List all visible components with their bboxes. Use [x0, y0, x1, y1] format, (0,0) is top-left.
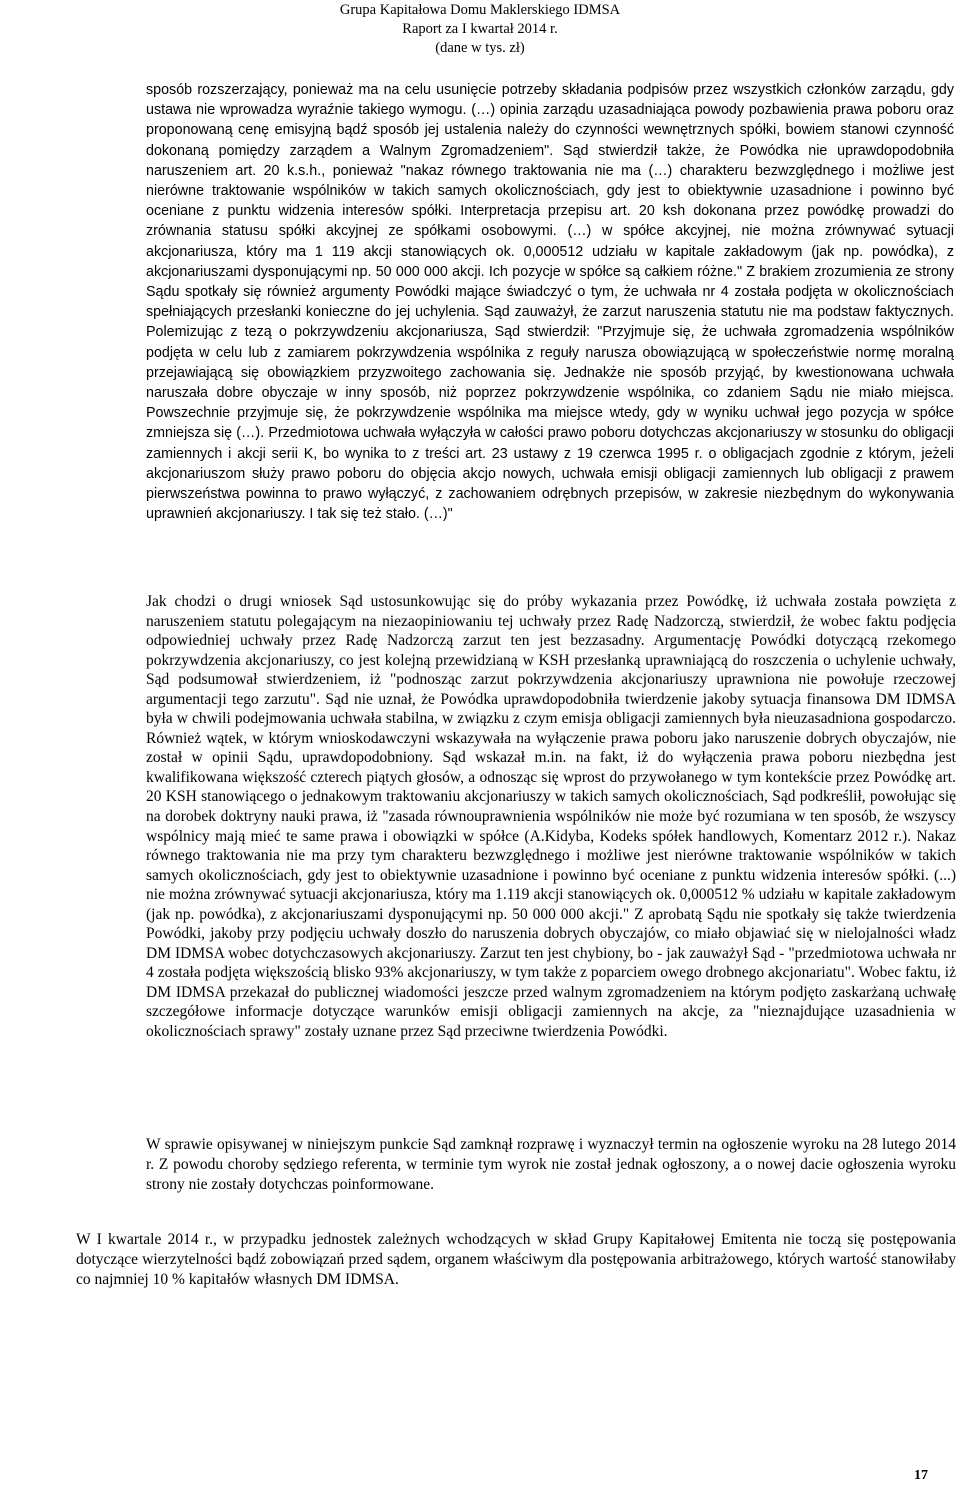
- page-number: 17: [914, 1468, 928, 1483]
- header-report-title: Raport za I kwartał 2014 r.: [402, 21, 558, 37]
- header-units: (dane w tys. zł): [435, 40, 525, 56]
- paragraph-second-motion: Jak chodzi o drugi wniosek Sąd ustosunkowując się do próby wykazania przez Powódkę, iż uchwała została powzięta z naruszeniem statutu polegającym na niezaopiniowaniu tej uchwały przez Radę Nadzorczą, stwierdził, że wobec faktu podjęcia odpowiedniej uchwały przez Radę Nadzorczą zarzut ten jest bezzasadny. Argumentację Powódki dotyczącą rzekomego pokrzywdzenia akcjonariuszy, co jest kolejną przewidzianą w KSH przesłanką uprawniającą do roszczenia o uchylenie uchwały, Sąd podsumował stwierdzeniem, iż "podnosząc zarzut pokrzywdzenia akcjonariuszy uprawniona nie powołuje rzeczowej argumentacji tego zarzutu". Sąd nie uznał, że Powódka uprawdopodobniła twierdzenie jakoby sytuacja finansowa DM IDMSA była w chwili podejmowania uchwała stabilna, w związku z czym emisja obligacji zamiennych była nieuzasadniona gospodarczo. Również wątek, w którym wnioskodawczyni wskazywała na wyłączenie prawa poboru jako naruszenie dobrych obyczajów, nie został w opinii Sądu, uprawdopodobniony. Sąd wskazał m.in. na fakt, iż do wyłączenia prawa poboru niezbędna jest kwalifikowana większość czterech piątych głosów, a odnosząc się wprost do przywołanego w tym kontekście przez Powódkę art. 20 KSH stanowiącego o jednakowym traktowaniu akcjonariuszy w takich samych okolicznościach, Sąd podkreślił, powołując się na dorobek doktryny nauki prawa, iż "zasada równouprawnienia wspólników nie może być rozumiana w ten sposób, że wszyscy wspólnicy mają mieć te same prawa i obowiązki w spółce (A.Kidyba, Kodeks spółek handlowych, Komentarz 2012 r.). Nakaz równego traktowania nie ma przy tym charakteru bezwzględnego i możliwe jest nierówne traktowanie wspólników w takich samych okolicznościach, gdy jest to obiektywnie uzasadnione i powinno być oceniane z punktu widzenia interesów spółki. (...) nie można zrównywać sytuacji akcjonariusza, który ma 1.119 akcji stanowiących ok. 0,000512 % udziału w kapitale zakładowym (jak np. powódka), z akcjonariuszami dysponującymi np. 50 000 000 akcji." Z aprobatą Sądu nie spotkały się także twierdzenia Powódki, jakoby przy podjęciu uchwały doszło do naruszenia dobrych obyczajów, co miało objawiać się w nielojalności władz DM IDMSA wobec dotychczasowych akcjonariuszy. Zarzut ten jest chybiony, bo - jak zauważył Sąd - "przedmiotowa uchwała nr 4 została podjęta większością blisko 93% akcjonariuszy, w tym także z poparciem owego drobnego akcjonariatu". Wobec faktu, iż DM IDMSA przekazał do publicznej wiadomości jeszcze przed walnym zgromadzeniem na którym podjęto zaskarżaną uchwałę szczegółowe informacje dotyczące warunków emisji obligacji zamiennych na akcje, za "nieznajdujące uzasadnienia w okolicznościach sprawy" zostały uznane przez Sąd przeciwne twierdzenia Powódki.: [146, 593, 956, 1041]
- page-header: [0, 0, 960, 64]
- header-company: Grupa Kapitałowa Domu Maklerskiego IDMSA: [339, 2, 621, 18]
- paragraph-hearing-closed: W sprawie opisywanej w niniejszym punkcie Sąd zamknął rozprawę i wyznaczył termin na ogłoszenie wyroku na 28 lutego 2014 r. Z powodu choroby sędziego referenta, w terminie tym wyrok nie został jednak ogłoszony, a o nowej dacie ogłoszenia wyroku strony nie zostały dotychczas poinformowane.: [146, 1136, 956, 1194]
- paragraph-quote-continued: sposób rozszerzający, ponieważ ma na celu usunięcie potrzeby składania podpisów przez wszystkich członków zarządu, gdy ustawa nie wprowadza wyraźnie takiego wymogu. (…) opinia zarządu uzasadniająca powody pozbawienia prawa poboru oraz proponowaną cenę emisyjną bądź sposób jej ustalenia należy do czynności wewnętrznych spółki, bowiem stanowi czynność dokonaną pomiędzy zarządem a Walnym Zgromadzeniem". Sąd stwierdził także, że Powódka nie uprawdopodobniła naruszeniem art. 20 k.s.h., ponieważ "nakaz równego traktowania nie ma (…) charakteru bezwzględnego i możliwe jest nierówne traktowanie wspólników w takich samych okolicznościach, gdy jest to obiektywnie uzasadnione i powinno być oceniane z punktu widzenia interesów spółki. Interpretacja przepisu art. 20 ksh dokonana przez powódkę prowadzi do zrównania statusu spółki akcyjnej ze spółkami osobowymi. (…) w spółce akcyjnej, nie można zrównywać sytuacji akcjonariusza, który ma 1 119 akcji stanowiących ok. 0,000512 udziału w kapitale zakładowym (jak np. powódka), z akcjonariuszami dysponującymi np. 50 000 000 akcji. Ich pozycje w spółce są całkiem różne." Z brakiem zrozumienia ze strony Sądu spotkały się również argumenty Powódki mające świadczyć o tym, że uchwała nr 4 została podjęta w okolicznościach spełniających przesłanki konieczne do jej uchylenia. Sąd zauważył, że zarzut naruszenia statutu nie ma podstaw faktycznych. Polemizując z tezą o pokrzywdzeniu akcjonariusza, Sąd stwierdził: "Przyjmuje się, że uchwała zgromadzenia wspólników podjęta w celu lub z zamiarem pokrzywdzenia wspólnika z reguły narusza obowiązującą w społeczeństwie normę moralną przejawiającą się obowiązkiem przyzwoitego zachowania się. Jednakże nie sposób przyjąć, by kwestionowana uchwała naruszała dobre obyczaje w inny sposób, niż poprzez pokrzywdzenie wspólnika, co zdaniem Sądu nie miało miejsca. Powszechnie przyjmuje się, że pokrzywdzenie wspólnika ma miejsce wtedy, gdy w wyniku uchwał jego pozycja w spółce zmniejsza się (…). Przedmiotowa uchwała wyłączyła w całości prawo poboru dotychczas akcjonariuszy w stosunku do obligacji zamiennych i akcji serii K, bo wynika to z treści art. 23 ustawy z 19 czerwca 1995 r. o obligacjach zgodnie z którym, jeżeli akcjonariuszom służy prawo poboru do objęcia akcjo nowych, uchwała emisji obligacji zamiennych lub obligacji z prawem pierwszeństwa powinna to prawo wyłączyć, z zachowaniem odrębnych przepisów, w zakresie niezbędnym do wykonywania uprawnień akcjonariuszy. I tak się też stało. (…)": [146, 82, 954, 523]
- paragraph-subsidiaries: W I kwartale 2014 r., w przypadku jednostek zależnych wchodzących w skład Grupy Kapitałowej Emitenta nie toczą się postępowania dotyczące wierzytelności bądź zobowiązań przed sądem, organem właściwym dla postępowania arbitrażowego, których wartość stanowiłaby co najmniej 10 % kapitałów własnych DM IDMSA.: [76, 1231, 956, 1289]
